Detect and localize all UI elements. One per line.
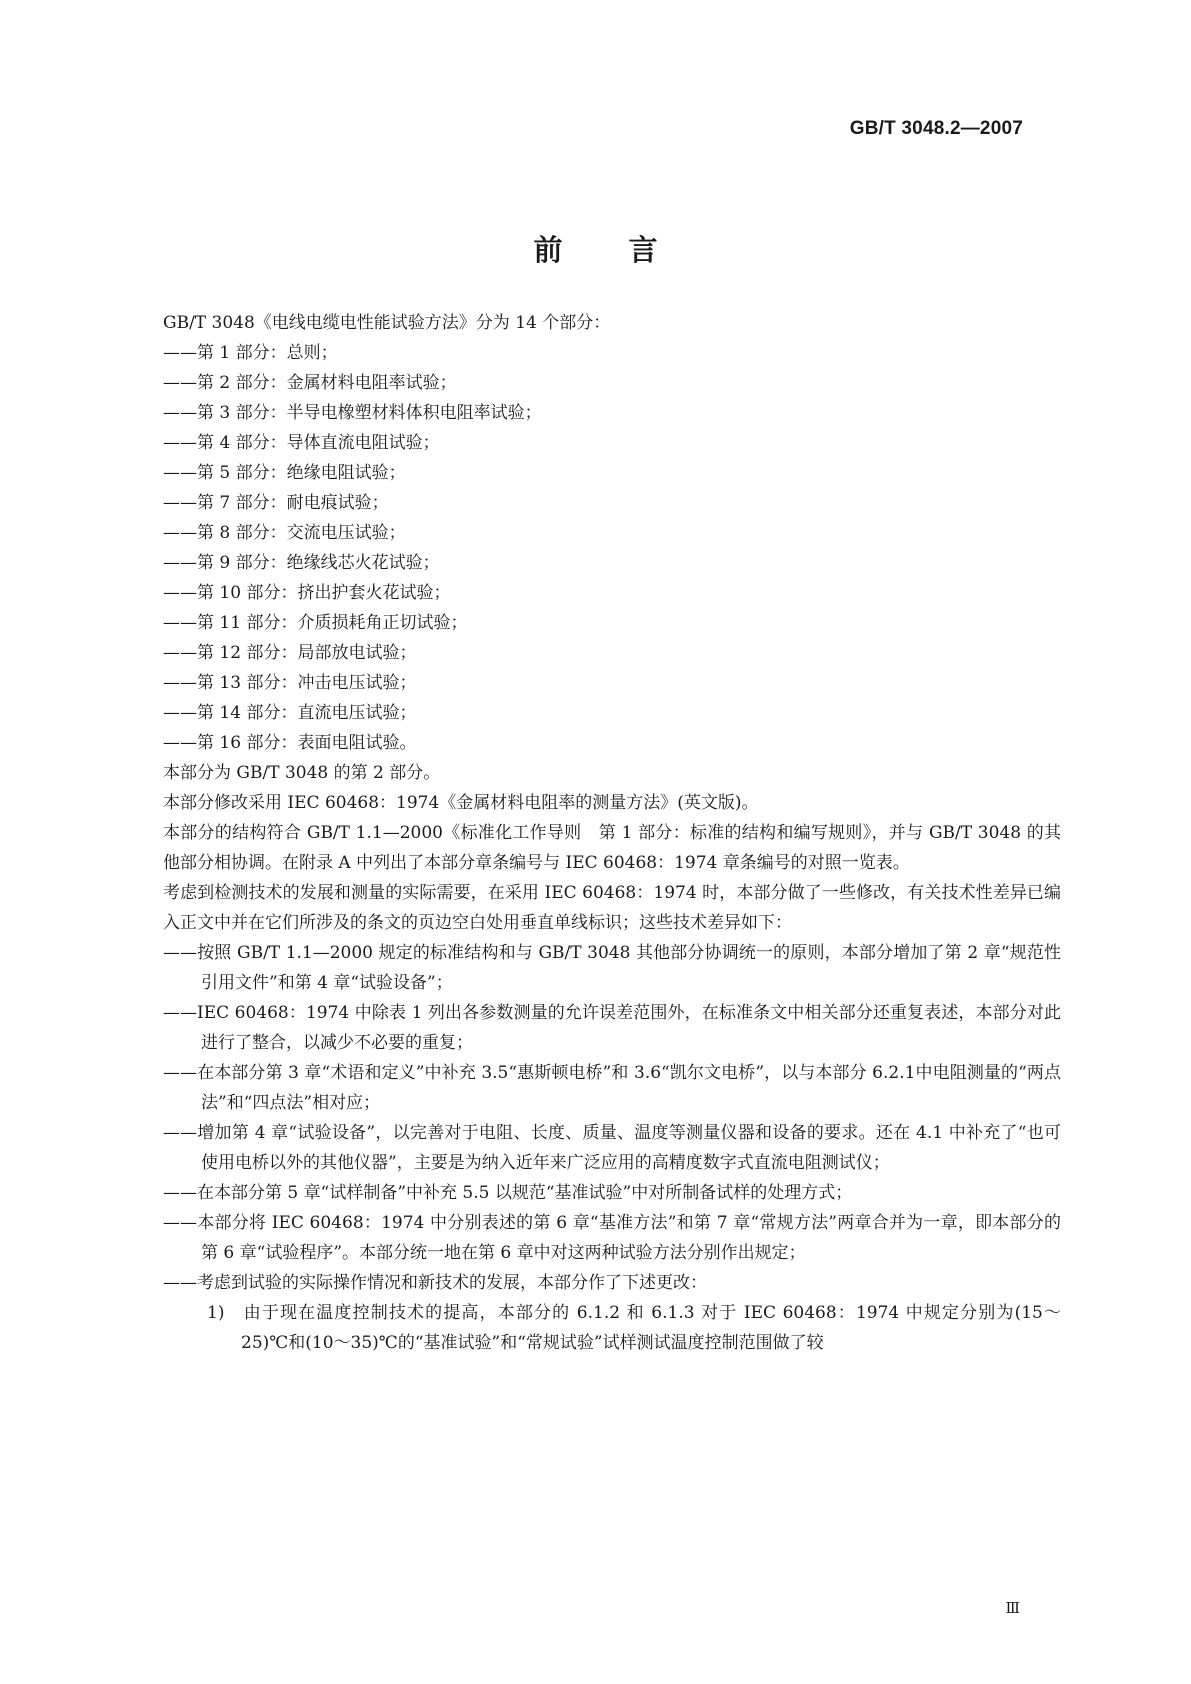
- paragraph-adoption: 本部分修改采用 IEC 60468：1974《金属材料电阻率的测量方法》(英文版)。: [163, 793, 759, 813]
- standard-number: GB/T 3048.2—2007: [849, 118, 1023, 139]
- intro-paragraph: GB/T 3048《电线电缆电性能试验方法》分为 14 个部分：: [163, 313, 611, 333]
- list-item: ——IEC 60468：1974 中除表 1 列出各参数测量的允许误差范围外，在标准条文中相关部分还重复表述，本部分对此进行了整合，以减少不必要的重复；: [163, 1003, 1061, 1053]
- list-item: ——第 7 部分：耐电痕试验；: [163, 493, 389, 513]
- list-item: ——第 11 部分：介质损耗角正切试验；: [163, 613, 468, 633]
- sub-items-list: [129, 1298, 1061, 1358]
- list-item: ——在本部分第 3 章“术语和定义”中补充 3.5“惠斯顿电桥”和 3.6“凯尔文电桥”，以与本部分 6.2.1中电阻测量的“两点法”和“四点法”相对应；: [163, 1063, 1061, 1113]
- differences-list: [129, 938, 1061, 1298]
- paragraph-part-number: 本部分为 GB/T 3048 的第 2 部分。: [163, 763, 441, 783]
- list-item: ——第 10 部分：挤出护套火花试验；: [163, 583, 451, 603]
- document-body: [129, 308, 1061, 1358]
- list-item: ——第 4 部分：导体直流电阻试验；: [163, 433, 440, 453]
- list-item: ——第 1 部分：总则；: [163, 343, 338, 363]
- list-item: ——第 16 部分：表面电阻试验。: [163, 733, 417, 753]
- list-item: ——考虑到试验的实际操作情况和新技术的发展，本部分作了下述更改：: [163, 1273, 707, 1293]
- list-item: ——第 5 部分：绝缘电阻试验；: [163, 463, 406, 483]
- list-item: 1) 由于现在温度控制技术的提高，本部分的 6.1.2 和 6.1.3 对于 IEC 60468：1974 中规定分别为(15～25)℃和(10～35)℃的“基准试验”和“常规试验”试样测试温度控制范围做了较: [207, 1303, 1061, 1353]
- list-item: ——增加第 4 章“试验设备”，以完善对于电阻、长度、质量、温度等测量仪器和设备的要求。还在 4.1 中补充了“也可使用电桥以外的其他仪器”，主要是为纳入近年来广泛应用的高精度数字式直流电阻测试仪；: [163, 1123, 1061, 1173]
- list-item: ——第 14 部分：直流电压试验；: [163, 703, 417, 723]
- list-item: ——本部分将 IEC 60468：1974 中分别表述的第 6 章“基准方法”和第 7 章“常规方法”两章合并为一章，即本部分的第 6 章“试验程序”。本部分统一地在第 6 章中对这两种试验方法分别作出规定；: [163, 1213, 1061, 1263]
- paragraph-structure: 本部分的结构符合 GB/T 1.1—2000《标准化工作导则 第 1 部分：标准的结构和编写规则》，并与 GB/T 3048 的其他部分相协调。在附录 A 中列出了本部分章条编号与 IEC 60468：1974 章条编号的对照一览表。: [163, 823, 1061, 873]
- paragraph-differences-intro: 考虑到检测技术的发展和测量的实际需要，在采用 IEC 60468：1974 时，本部分做了一些修改，有关技术性差异已编入正文中并在它们所涉及的条文的页边空白处用垂直单线标识；这些技术差异如下：: [163, 883, 1061, 933]
- list-item: ——按照 GB/T 1.1—2000 规定的标准结构和与 GB/T 3048 其他部分协调统一的原则，本部分增加了第 2 章“规范性引用文件”和第 4 章“试验设备”；: [163, 943, 1061, 993]
- list-item: ——第 8 部分：交流电压试验；: [163, 523, 406, 543]
- list-item: ——在本部分第 5 章“试样制备”中补充 5.5 以规范“基准试验”中对所制备试样的处理方式；: [163, 1183, 853, 1203]
- list-item: ——第 2 部分：金属材料电阻率试验；: [163, 373, 457, 393]
- list-item: ——第 3 部分：半导电橡塑材料体积电阻率试验；: [163, 403, 542, 423]
- parts-list: [129, 338, 1061, 758]
- list-item: ——第 9 部分：绝缘线芯火花试验；: [163, 553, 440, 573]
- page-number: Ⅲ: [1005, 1599, 1020, 1617]
- list-item: ——第 12 部分：局部放电试验；: [163, 643, 417, 663]
- list-item: ——第 13 部分：冲击电压试验；: [163, 673, 417, 693]
- page-title: 前 言: [533, 233, 686, 267]
